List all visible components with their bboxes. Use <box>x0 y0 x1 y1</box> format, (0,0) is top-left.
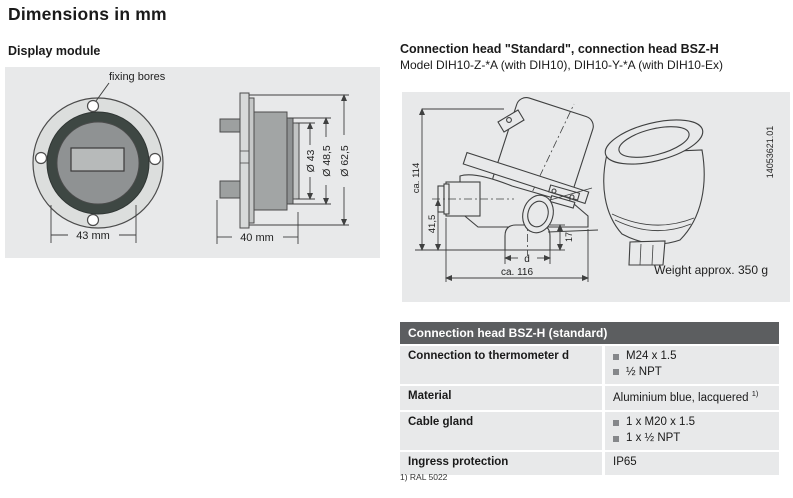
fixing-bore-bottom <box>88 215 99 226</box>
connection-head-drawing <box>402 92 790 302</box>
connection-head-heading: Connection head "Standard", connection head BSZ-H <box>400 42 719 56</box>
row-value-item: 1 x M20 x 1.5 <box>626 416 696 429</box>
side-view <box>220 93 299 228</box>
row-value-text: Aluminium blue, lacquered <box>613 391 749 404</box>
fixing-bore-left <box>36 153 47 164</box>
side-depth-dim-label: 40 mm <box>240 232 274 244</box>
page-title: Dimensions in mm <box>8 4 167 24</box>
row-value <box>605 452 779 475</box>
row-value-item: ½ NPT <box>626 365 662 378</box>
square-bullet-icon <box>613 354 619 360</box>
table-row <box>400 412 779 450</box>
square-bullet-icon <box>613 436 619 442</box>
front-view <box>33 83 163 228</box>
front-width-dim-label: 43 mm <box>76 230 110 242</box>
display-module-drawing-panel <box>5 67 380 258</box>
offset-dim-label: 41,5 <box>427 214 438 234</box>
display-module-drawing <box>5 67 380 258</box>
footnote-marker: 1) <box>751 389 759 399</box>
width-dim-label: ca. 116 <box>500 267 534 278</box>
display-window <box>71 148 124 171</box>
row-label: Connection to thermometer d <box>400 346 602 384</box>
figure-number: 14053621.01 <box>765 125 775 179</box>
row-value-item: M24 x 1.5 <box>626 350 677 362</box>
display-module-heading: Display module <box>8 44 101 58</box>
bore-dim-label: d <box>524 254 530 265</box>
row-label: Ingress protection <box>400 452 602 475</box>
fixing-bore-right <box>150 154 161 165</box>
dia-inner-label: Ø 43 <box>305 149 317 173</box>
table-row <box>400 386 779 410</box>
square-bullet-icon <box>613 420 619 426</box>
table-row <box>400 452 779 475</box>
connection-head-model-line: Model DIH10-Z-*A (with DIH10), DIH10-Y-*A (with DIH10-Ex) <box>400 58 723 72</box>
fixing-bore-top <box>88 101 99 112</box>
boss-height-dim-label: 17 <box>564 231 574 243</box>
spec-table <box>400 322 779 477</box>
spec-table-header: Connection head BSZ-H (standard) <box>400 322 779 344</box>
row-value <box>605 346 779 384</box>
row-value-item: 1 x ½ NPT <box>626 431 681 444</box>
table-row <box>400 346 779 384</box>
row-value-text: IP65 <box>613 456 637 469</box>
row-label: Cable gland <box>400 412 602 450</box>
dia-mid-label: Ø 48,5 <box>321 145 333 177</box>
dia-outer-label: Ø 62,5 <box>339 145 351 177</box>
page-footnote: 1) RAL 5022 <box>400 472 448 482</box>
square-bullet-icon <box>613 369 619 375</box>
row-label: Material <box>400 386 602 410</box>
weight-note: Weight approx. 350 g <box>654 263 768 277</box>
fixing-bores-label: fixing bores <box>109 71 166 83</box>
head-side-drawing <box>432 95 596 256</box>
row-value <box>605 386 779 410</box>
connection-head-drawing-panel <box>402 92 790 302</box>
row-value <box>605 412 779 450</box>
height-dim-label: ca. 114 <box>411 162 422 194</box>
